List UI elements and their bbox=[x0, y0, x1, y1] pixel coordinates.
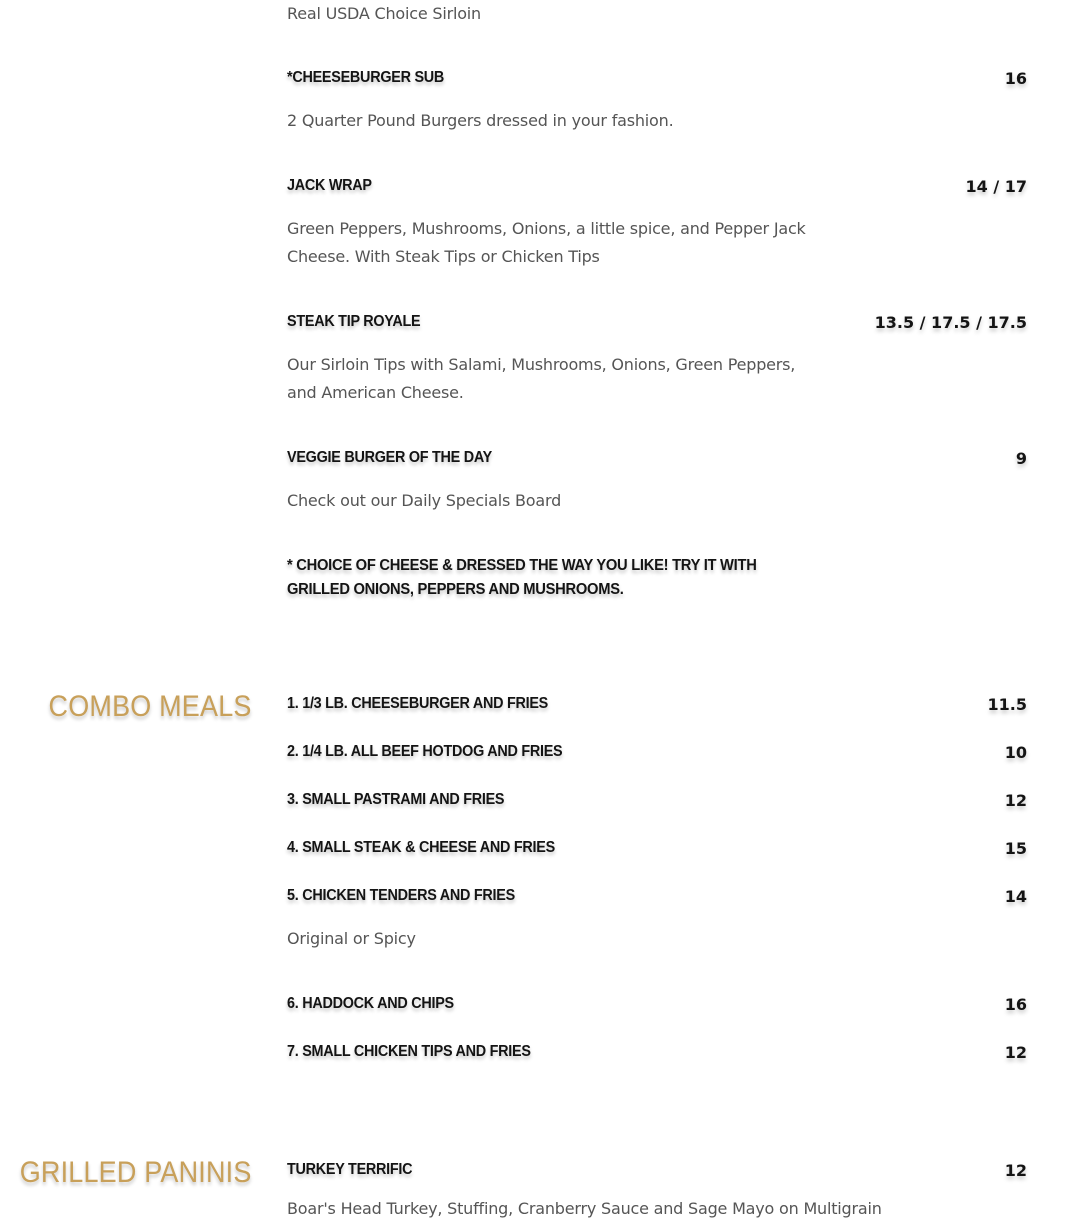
item-price: 14 / 17 bbox=[965, 177, 1027, 196]
item-price: 10 bbox=[1004, 743, 1027, 762]
item-name: 3. SMALL PASTRAMI AND FRIES bbox=[287, 791, 505, 808]
item-price: 15 bbox=[1004, 839, 1027, 858]
item-description: Our Sirloin Tips with Salami, Mushrooms, Onions, Green Peppers, and American Cheese. bbox=[287, 355, 796, 402]
item-description: Boar's Head Turkey, Stuffing, Cranberry Sauce and Sage Mayo on Multigrain bbox=[287, 1199, 882, 1218]
item-name: 1. 1/3 LB. CHEESEBURGER AND FRIES bbox=[287, 695, 549, 712]
item-description: 2 Quarter Pound Burgers dressed in your fashion. bbox=[287, 111, 674, 130]
item-price: 12 bbox=[1004, 791, 1027, 810]
item-name: *CHEESEBURGER SUB bbox=[287, 69, 445, 86]
item-price: 13.5 / 17.5 / 17.5 bbox=[874, 313, 1027, 332]
item-price: 16 bbox=[1004, 69, 1027, 88]
section-title: COMBO MEALS bbox=[48, 690, 252, 723]
item-name: STEAK TIP ROYALE bbox=[287, 313, 421, 330]
item-price: 16 bbox=[1004, 995, 1027, 1014]
item-price: 11.5 bbox=[987, 695, 1027, 714]
item-name: 2. 1/4 LB. ALL BEEF HOTDOG AND FRIES bbox=[287, 743, 563, 760]
menu-note: * CHOICE OF CHEESE & DRESSED THE WAY YOU LIKE! TRY IT WITH GRILLED ONIONS, PEPPERS AND MUSHROOMS. bbox=[287, 557, 757, 598]
item-description: Check out our Daily Specials Board bbox=[287, 491, 562, 510]
item-description: Original or Spicy bbox=[287, 929, 416, 948]
item-name: 6. HADDOCK AND CHIPS bbox=[287, 995, 454, 1012]
item-price: 12 bbox=[1004, 1161, 1027, 1180]
item-name: 5. CHICKEN TENDERS AND FRIES bbox=[287, 887, 515, 904]
item-name: VEGGIE BURGER OF THE DAY bbox=[287, 449, 493, 466]
item-description: Real USDA Choice Sirloin bbox=[287, 4, 481, 23]
item-name: 7. SMALL CHICKEN TIPS AND FRIES bbox=[287, 1043, 531, 1060]
item-price: 14 bbox=[1004, 887, 1027, 906]
item-name: JACK WRAP bbox=[287, 177, 372, 194]
item-name: 4. SMALL STEAK & CHEESE AND FRIES bbox=[287, 839, 555, 856]
item-description: Green Peppers, Mushrooms, Onions, a little spice, and Pepper Jack Cheese. With Steak Tips or Chicken Tips bbox=[287, 219, 806, 266]
item-name: TURKEY TERRIFIC bbox=[287, 1161, 413, 1178]
item-price: 9 bbox=[1015, 449, 1027, 468]
item-price: 12 bbox=[1004, 1043, 1027, 1062]
section-title: GRILLED PANINIS bbox=[20, 1156, 252, 1189]
